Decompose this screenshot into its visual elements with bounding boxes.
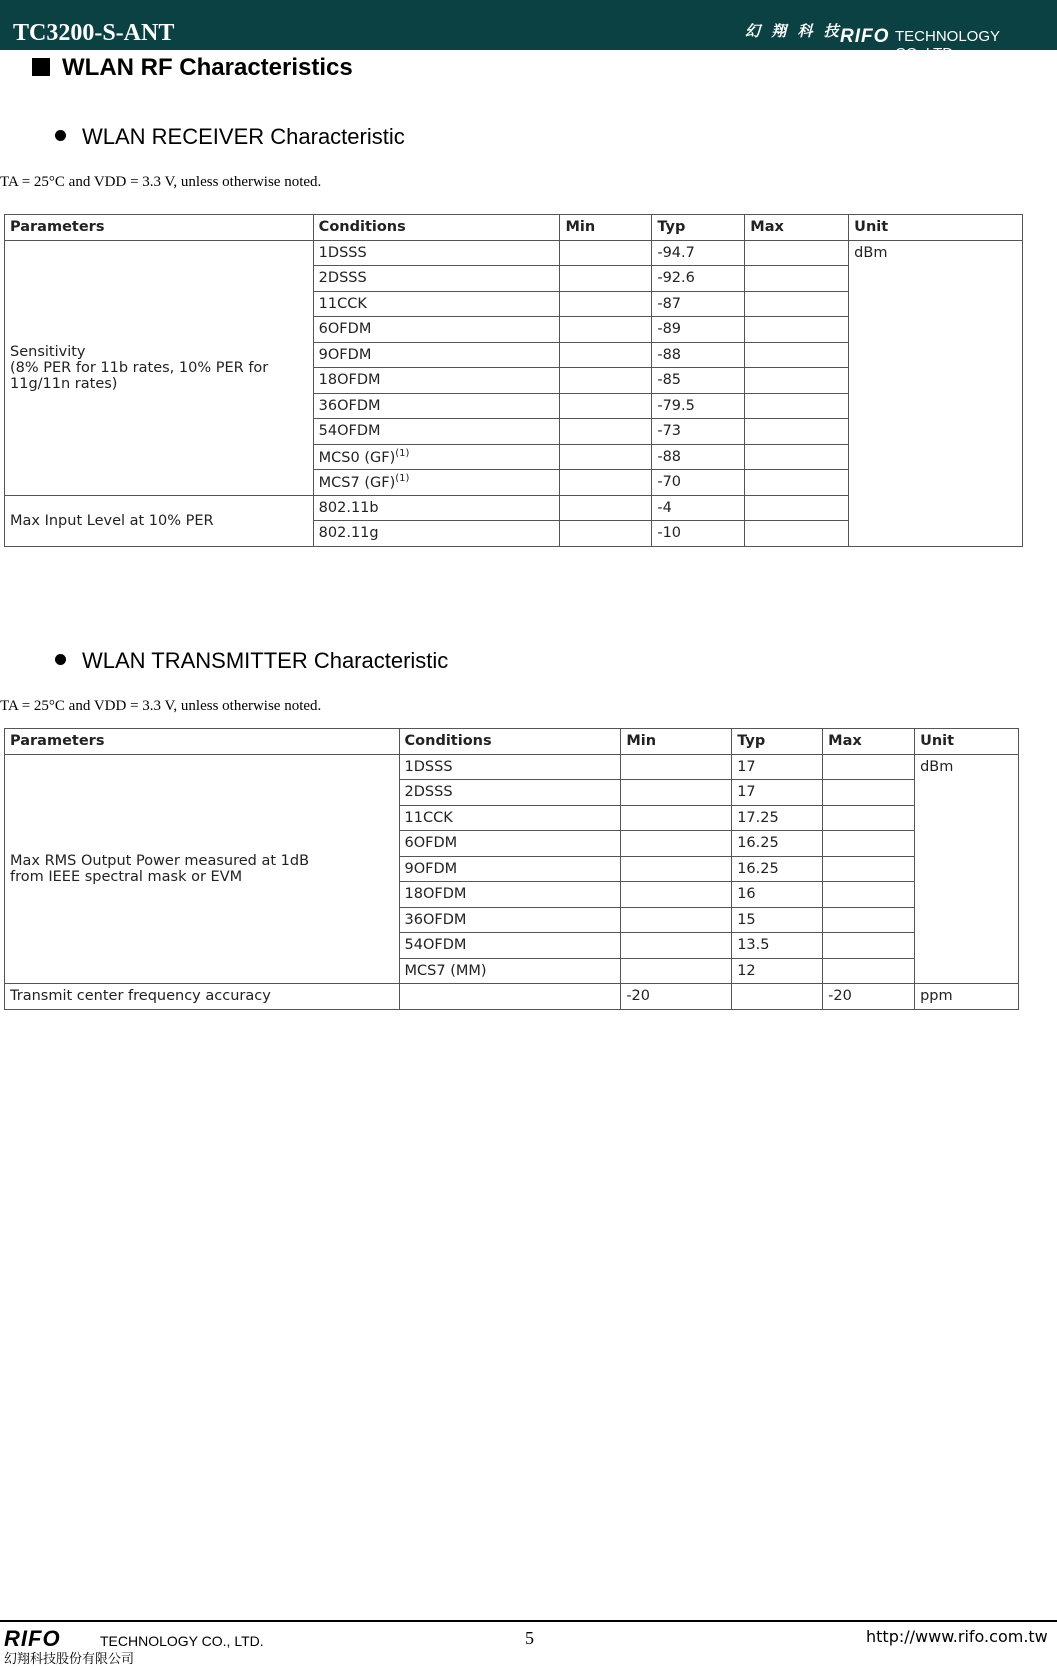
col-header: Conditions — [399, 729, 621, 755]
section-title — [32, 54, 353, 82]
max-cell — [823, 907, 915, 933]
parameter-line: Sensitivity — [10, 343, 86, 360]
min-cell — [560, 521, 652, 547]
parameter-line: 11g/11n rates) — [10, 375, 118, 392]
bullet-icon — [55, 654, 66, 665]
parameter-line: from IEEE spectral mask or EVM — [10, 868, 243, 885]
brand-chinese-name: 幻 翔 科 技 — [745, 22, 842, 40]
footnote-ref: (1) — [395, 447, 410, 459]
bullet-icon — [55, 130, 66, 141]
transmitter-heading — [55, 648, 448, 674]
max-cell — [745, 470, 849, 496]
col-header: Unit — [915, 729, 1019, 755]
typ-cell: 17 — [732, 780, 823, 806]
min-cell — [560, 266, 652, 292]
condition-cell: 9OFDM — [399, 856, 621, 882]
col-header: Unit — [849, 215, 1023, 241]
min-cell: -20 — [621, 984, 732, 1010]
condition-cell: 36OFDM — [399, 907, 621, 933]
max-cell — [823, 805, 915, 831]
max-cell — [823, 831, 915, 857]
transmitter-note: TA = 25°C and VDD = 3.3 V, unless otherwise noted. — [0, 698, 322, 714]
min-cell — [621, 831, 732, 857]
max-cell — [823, 882, 915, 908]
transmitter-heading-text: WLAN TRANSMITTER Characteristic — [82, 648, 449, 673]
condition-cell — [313, 444, 560, 470]
table-row — [5, 984, 1019, 1010]
header-bar — [0, 0, 1057, 62]
condition-cell: 54OFDM — [399, 933, 621, 959]
min-cell — [621, 780, 732, 806]
unit-cell: dBm — [915, 754, 1019, 984]
typ-cell: 12 — [732, 958, 823, 984]
min-cell — [560, 470, 652, 496]
max-cell — [745, 368, 849, 394]
condition-cell — [313, 419, 560, 445]
typ-cell: 16 — [732, 882, 823, 908]
square-bullet-icon — [32, 58, 50, 76]
typ-cell: 16.25 — [732, 856, 823, 882]
typ-cell: 15 — [732, 907, 823, 933]
condition-text: 6OFDM — [318, 321, 372, 338]
table-header-row — [5, 729, 1019, 755]
typ-cell: 13.5 — [732, 933, 823, 959]
condition-cell: 2DSSS — [399, 780, 621, 806]
typ-cell: -10 — [652, 521, 745, 547]
col-header: Conditions — [313, 215, 560, 241]
typ-cell: -88 — [652, 444, 745, 470]
condition-cell: 6OFDM — [399, 831, 621, 857]
max-cell — [745, 266, 849, 292]
min-cell — [560, 444, 652, 470]
typ-cell: -79.5 — [652, 393, 745, 419]
table-header-row — [5, 215, 1023, 241]
condition-cell — [313, 266, 560, 292]
min-cell — [621, 856, 732, 882]
min-cell — [560, 495, 652, 521]
condition-text: MCS0 (GF) — [318, 449, 396, 466]
min-cell — [621, 933, 732, 959]
parameter-line: (8% PER for 11b rates, 10% PER for — [10, 359, 269, 376]
col-header: Max — [823, 729, 915, 755]
col-header: Min — [621, 729, 732, 755]
min-cell — [560, 317, 652, 343]
max-cell — [823, 754, 915, 780]
max-cell — [745, 393, 849, 419]
condition-cell — [313, 240, 560, 266]
max-cell — [823, 856, 915, 882]
condition-text: 802.11g — [318, 525, 379, 542]
typ-cell: -88 — [652, 342, 745, 368]
condition-cell — [313, 342, 560, 368]
condition-text: 2DSSS — [318, 270, 367, 287]
typ-cell: -70 — [652, 470, 745, 496]
min-cell — [621, 805, 732, 831]
page-number: 5 — [525, 1628, 534, 1648]
typ-cell: -73 — [652, 419, 745, 445]
condition-text: 9OFDM — [318, 346, 372, 363]
min-cell — [560, 393, 652, 419]
condition-cell: 1DSSS — [399, 754, 621, 780]
receiver-table — [4, 214, 1023, 547]
col-header: Min — [560, 215, 652, 241]
max-cell: -20 — [823, 984, 915, 1010]
condition-text: MCS7 (GF) — [318, 475, 396, 492]
parameter-cell — [5, 754, 400, 984]
max-cell — [745, 495, 849, 521]
col-header: Parameters — [5, 729, 400, 755]
condition-cell — [313, 317, 560, 343]
min-cell — [560, 240, 652, 266]
brand-company-name: TECHNOLOGY CO.,LTD — [895, 28, 1000, 62]
condition-cell: 18OFDM — [399, 882, 621, 908]
condition-text: 36OFDM — [318, 397, 381, 414]
typ-cell — [732, 984, 823, 1010]
max-cell — [823, 958, 915, 984]
footer-company: TECHNOLOGY CO., LTD. — [100, 1633, 264, 1649]
condition-cell — [313, 368, 560, 394]
model-name: TC3200-S-ANT — [13, 20, 175, 46]
table-row — [5, 754, 1019, 780]
condition-text: 54OFDM — [318, 423, 381, 440]
condition-cell: MCS7 (MM) — [399, 958, 621, 984]
condition-text: 18OFDM — [318, 372, 381, 389]
min-cell — [621, 754, 732, 780]
typ-cell: 17.25 — [732, 805, 823, 831]
brand-logo: RIFO — [840, 26, 890, 47]
max-cell — [745, 419, 849, 445]
typ-cell: 16.25 — [732, 831, 823, 857]
footnote-ref: (1) — [395, 473, 410, 485]
max-cell — [823, 933, 915, 959]
max-cell — [745, 291, 849, 317]
col-header: Typ — [732, 729, 823, 755]
max-cell — [745, 317, 849, 343]
max-cell — [745, 342, 849, 368]
typ-cell: 17 — [732, 754, 823, 780]
unit-cell: dBm — [849, 240, 1023, 546]
footer-company-chinese: 幻翔科技股份有限公司 — [4, 1652, 135, 1667]
max-cell — [745, 444, 849, 470]
condition-cell — [313, 393, 560, 419]
condition-text: 1DSSS — [318, 244, 367, 261]
typ-cell: -85 — [652, 368, 745, 394]
typ-cell: -94.7 — [652, 240, 745, 266]
footer-url[interactable]: http://www.rifo.com.tw — [866, 1627, 1048, 1646]
condition-text: 802.11b — [318, 499, 379, 516]
max-cell — [823, 780, 915, 806]
receiver-heading-text: WLAN RECEIVER Characteristic — [82, 124, 405, 149]
max-cell — [745, 521, 849, 547]
condition-cell — [399, 984, 621, 1010]
section-title-text: WLAN RF Characteristics — [62, 54, 353, 81]
transmitter-table — [4, 728, 1019, 1010]
table-row — [5, 240, 1023, 266]
parameter-line: Max Input Level at 10% PER — [10, 512, 214, 529]
col-header: Typ — [652, 215, 745, 241]
min-cell — [560, 368, 652, 394]
min-cell — [621, 882, 732, 908]
min-cell — [560, 291, 652, 317]
condition-cell — [313, 521, 560, 547]
parameter-cell — [5, 240, 314, 495]
typ-cell: -92.6 — [652, 266, 745, 292]
min-cell — [560, 342, 652, 368]
typ-cell: -89 — [652, 317, 745, 343]
col-header: Parameters — [5, 215, 314, 241]
parameter-line: Max RMS Output Power measured at 1dB — [10, 852, 310, 869]
col-header: Max — [745, 215, 849, 241]
typ-cell: -87 — [652, 291, 745, 317]
receiver-note: TA = 25°C and VDD = 3.3 V, unless otherwise noted. — [0, 174, 322, 190]
max-cell — [745, 240, 849, 266]
footer-logo: RIFO — [4, 1626, 61, 1651]
condition-cell — [313, 495, 560, 521]
condition-cell — [313, 470, 560, 496]
condition-cell: 11CCK — [399, 805, 621, 831]
condition-text: 11CCK — [318, 295, 367, 312]
min-cell — [621, 958, 732, 984]
min-cell — [560, 419, 652, 445]
typ-cell: -4 — [652, 495, 745, 521]
receiver-heading — [55, 124, 405, 150]
min-cell — [621, 907, 732, 933]
parameter-cell: Transmit center frequency accuracy — [5, 984, 400, 1010]
condition-cell — [313, 291, 560, 317]
parameter-cell — [5, 495, 314, 546]
unit-cell: ppm — [915, 984, 1019, 1010]
footer-divider — [0, 1620, 1057, 1622]
